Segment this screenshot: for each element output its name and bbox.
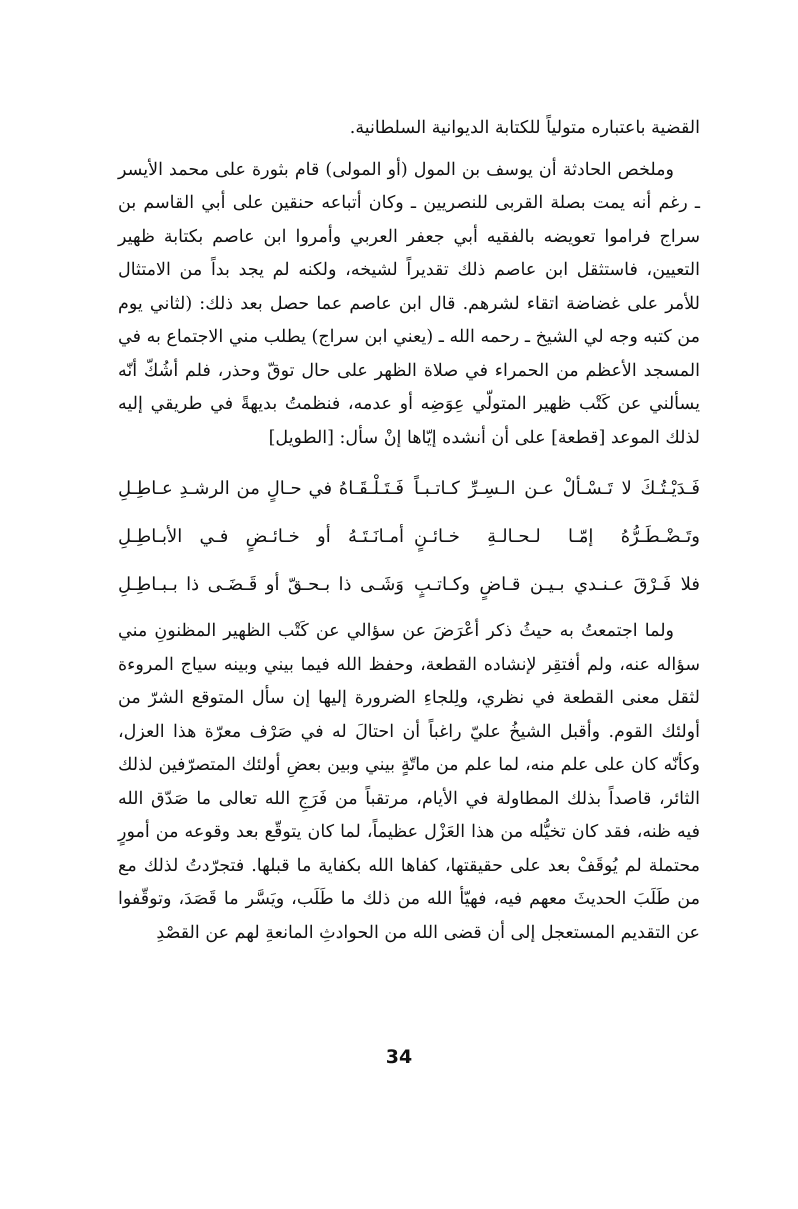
verse-second-hemistich: أمـانَـتَـهُ أو خـائـضٍ فـي الأبـاطِـلِ [118,526,404,548]
verse-first-hemistich: وتَـضْـطَـرُّهُ إمّـا لـحـالـةِ خـائـنٍ [414,526,700,548]
verse-line [118,465,700,513]
verse-first-hemistich: فلا فَـرْقَ عـنـدي بـيـن قـاضٍ وكـاتـبٍ [414,574,700,596]
verse-second-hemistich: فَـتَـلْـقَـاهُ في حـالٍ من الرشـدِ عـاطِـلِ [118,478,404,500]
verse-line [118,513,700,561]
verse-first-hemistich: فَـدَيْـتُـكَ لا تَـسْـألْ عـن الـسِـرِّ كـاتـبـاً [414,478,700,500]
paragraph-opening-line: القضية باعتباره متولياً للكتابة الديوانية السلطانية. [349,118,700,138]
paragraph-meeting-account: ولما اجتمعتُ به حيثُ ذكر أعْرَضَ عن سؤالي عن كَتْب الظهير المظنونِ مني سؤاله عنه، ولم أفتقِر لإنشاده القطعة، وحفظ الله فيما بيني وبينه سياج المروءة لثقل معنى القطعة في نظري، ولِلجاءِ الضرورة إليها إن سأل المتوقع الشرّ من أولئك القوم. وأقبل الشيخُ عليّ راغباً أن احتالَ له في صَرْف معرّة هذا العزل، وكأنّه كان على علم منه، لما علم من ماتّةٍ بيني وبين بعضِ أولئك المتصرّفين لذلك الثائر، قاصداً بذلك المطاولة في الأيام، مرتقباً من فَرَجِ الله تعالى ما صَدّق الله فيه ظنه، فقد كان تخيُّله من هذا العَزْل عظيماً، لما كان يتوقّع بعد وقوعه من أمورٍ محتملة لم يُوقَفْ بعد على حقيقتها، كفاها الله بكفاية ما قبلها. فتجرّدتُ لذلك مع من طَلَبَ الحديثَ معهم فيه، فهيّأ الله من ذلك ما طَلَب، ويَسَّر ما قَصَدَ، وتوقّفوا عن التقديم المستعجل إلى أن قضى الله من الحوادثِ المانعةِ لهم عن القصْدِ [118,621,700,943]
poem [118,465,700,609]
body-text [118,112,700,950]
page-number: 34 [385,1046,413,1068]
paragraph-incident-summary: وملخص الحادثة أن يوسف بن المول (أو المولى) قام بثورة على محمد الأيسر ـ رغم أنه يمت بصلة القربى للنصريين ـ وكان أتباعه حنقين على أبي القاسم بن سراج فراموا تعويضه بالفقيه أبي جعفر العربي وأمروا ابن عاصم بكتابة ظهير التعيين، فاستثقل ابن عاصم ذلك تقديراً لشيخه، ولكنه لم يجد بداً من الامتثال للأمر على غضاضة اتقاء لشرهم. قال ابن عاصم عما حصل بعد ذلك: (لثاني يوم من كتبه وجه لي الشيخ ـ رحمه الله ـ (يعني ابن سراج) يطلب مني الاجتماع به في المسجد الأعظم من الحمراء في صلاة الظهر على حال توقّ وحذر، فلم أشُكّ أنّه يسألني عن كَتْب ظهير المتولّي عِوَضِه أو عدمه، فنظمتُ بديهةً في طريقي إليه لذلك الموعد [قطعة] على أن أنشده إيّاها إنْ سأل: [الطويل] [118,159,700,448]
verse-second-hemistich: وَشَـى ذا بـحـقّ أو قَـضَـى ذا بـبـاطِـلِ [118,574,404,596]
verse-line [118,561,700,609]
